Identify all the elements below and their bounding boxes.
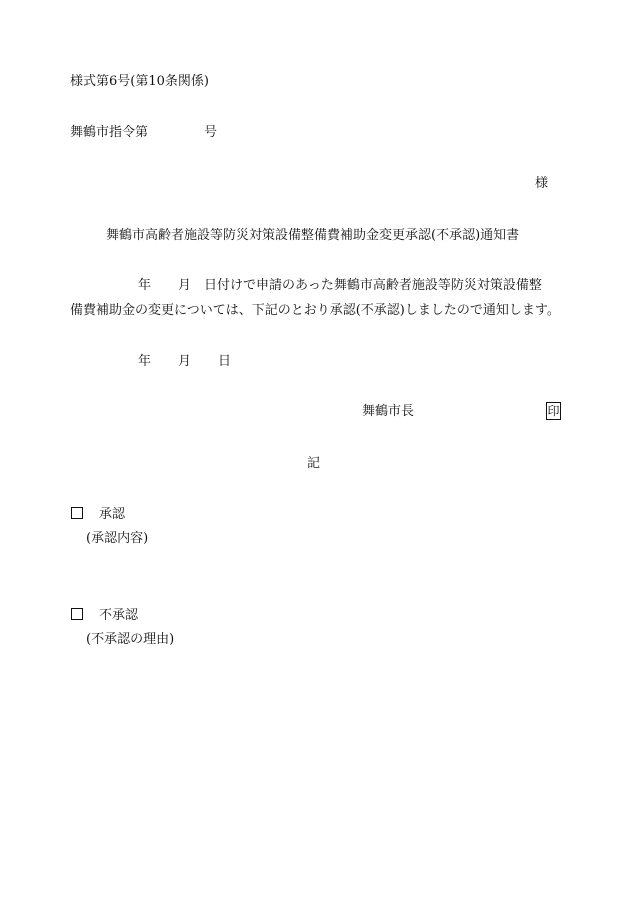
reject-reason-note: (不承認の理由) [86,632,175,647]
body-text-rest: 日付けで申請のあった舞鶴市高齢者施設等防災対策設備整 [204,278,542,293]
reject-label: 不承認 [99,608,139,623]
signer-title: 舞鶴市長 [362,404,415,419]
reject-option [70,607,138,625]
body-text-line-2: 備費補助金の変更については、下記のとおり承認(不承認)しましたので通知します。 [70,303,560,318]
form-number-label: 様式第6号(第10条関係) [70,74,209,89]
seal-stamp-box: 印 [547,404,560,418]
approve-checkbox[interactable] [71,507,83,519]
approve-label: 承認 [99,507,126,522]
date-month-label: 月 [178,354,192,369]
document-title: 舞鶴市高齢者施設等防災対策設備整備費補助金変更承認(不承認)通知書 [106,228,520,243]
approve-content-note: (承認内容) [86,531,149,546]
date-year-label: 年 [138,354,152,369]
body-year-label: 年 [138,278,152,293]
body-month-label: 月 [178,278,192,293]
notation-heading: 記 [307,456,321,471]
addressee-honorific: 様 [535,176,549,191]
reference-number-prefix: 舞鶴市指令第 [70,125,149,140]
approve-option [70,506,125,524]
reject-checkbox[interactable] [71,608,83,620]
date-day-label: 日 [218,354,232,369]
reference-number-suffix: 号 [204,125,218,140]
